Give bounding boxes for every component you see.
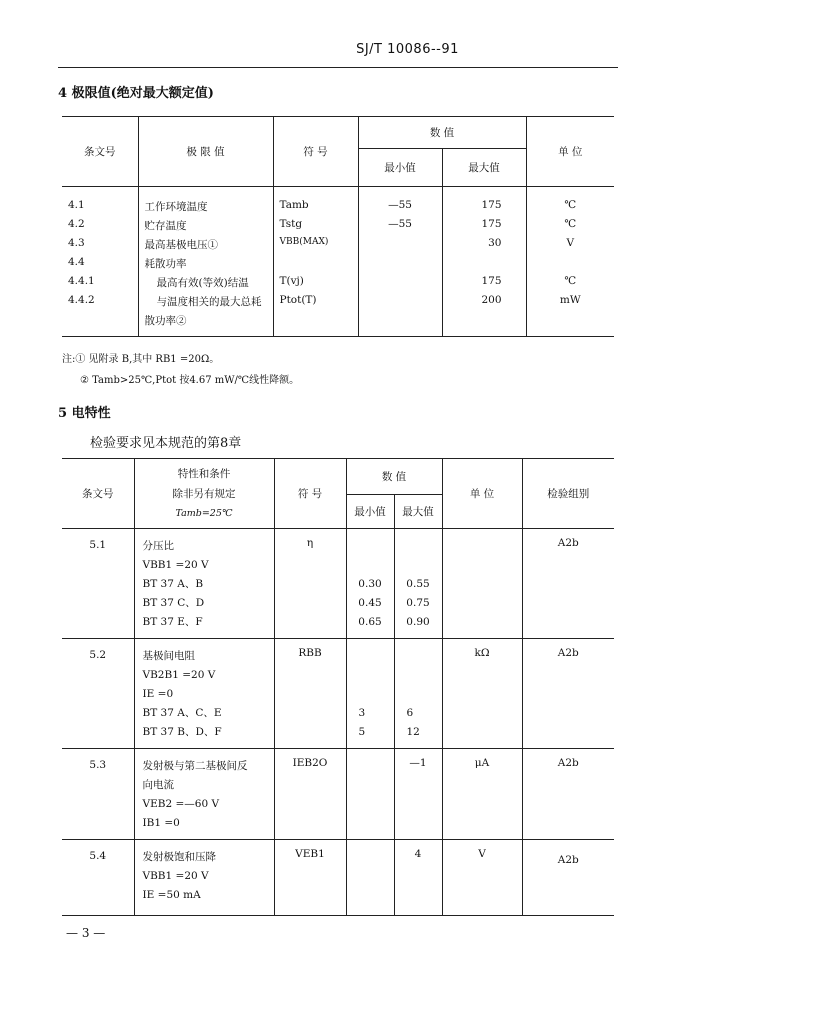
table-row: 4.2 贮存温度 Tstg —55 175 ℃: [62, 218, 614, 237]
col-min-header: 最小值: [358, 149, 442, 187]
col-group-header: 检验组别: [522, 459, 614, 529]
col-max-header: 最大值: [442, 149, 526, 187]
col-unit-header: 单 位: [442, 459, 522, 529]
page-number: — 3 —: [66, 926, 106, 940]
section-5-title: 5 电特性: [58, 406, 111, 421]
document-id: SJ/T 10086--91: [356, 42, 459, 57]
table-row: 4.4.1 最高有效(等效)结温 T(vj) 175 ℃: [62, 275, 614, 294]
col-max-header: 最大值: [394, 495, 442, 529]
col-values-header: 数 值: [358, 117, 526, 149]
table-row: 5.3 发射极与第二基极间反 向电流 VEB2 =—60 V IB1 =0 IEB2O —1 μA A2b: [62, 749, 614, 840]
table-row: 5.4 发射极饱和压降 VBB1 =20 V IE =50 mA VEB1 4 V A2b: [62, 840, 614, 916]
table-row: 4.4 耗散功率: [62, 256, 614, 275]
col-condition-header: 特性和条件 除非另有规定 Tamb=25℃: [134, 459, 274, 529]
col-symbol-header: 符 号: [274, 459, 346, 529]
table-row: 5.2 基极间电阻 VB2B1 =20 V IE =0 BT 37 A、C、E BT 37 B、D、F RBB 3 5 6 12 kΩ A2b: [62, 639, 614, 749]
col-symbol-header: 符 号: [273, 117, 358, 187]
col-values-header: 数 值: [346, 459, 442, 495]
col-limit-header: 极 限 值: [138, 117, 273, 187]
table-row: 4.4.2 与温度相关的最大总耗 Ptot(T) 200 mW: [62, 294, 614, 313]
col-min-header: 最小值: [346, 495, 394, 529]
section-4-title: 4 极限值(绝对最大额定值): [58, 86, 214, 101]
limits-table: [62, 116, 614, 337]
electrical-table: [62, 458, 614, 916]
note-1: 注:① 见附录 B,其中 RB1 =20Ω。: [62, 354, 220, 365]
table-row: 4.3 最高基极电压① VBB(MAX) 30 V: [62, 237, 614, 256]
table-row: 散功率②: [62, 313, 614, 337]
table-row: 5.1 分压比 VBB1 =20 V BT 37 A、B BT 37 C、D BT 37 E、F η 0.30 0.45 0.65 0.55 0.75 0.90 A2b: [62, 529, 614, 639]
note-2: ② Tamb>25℃,Ptot 按4.67 mW/℃线性降额。: [80, 375, 300, 386]
col-clause-header: 条文号: [62, 117, 138, 187]
col-clause-header: 条文号: [62, 459, 134, 529]
table-row: 4.1 工作环境温度 Tamb —55 175 ℃: [62, 199, 614, 218]
section-5-subtitle: 检验要求见本规范的第8章: [90, 436, 242, 451]
col-unit-header: 单 位: [558, 146, 583, 158]
header-rule: [58, 67, 618, 68]
